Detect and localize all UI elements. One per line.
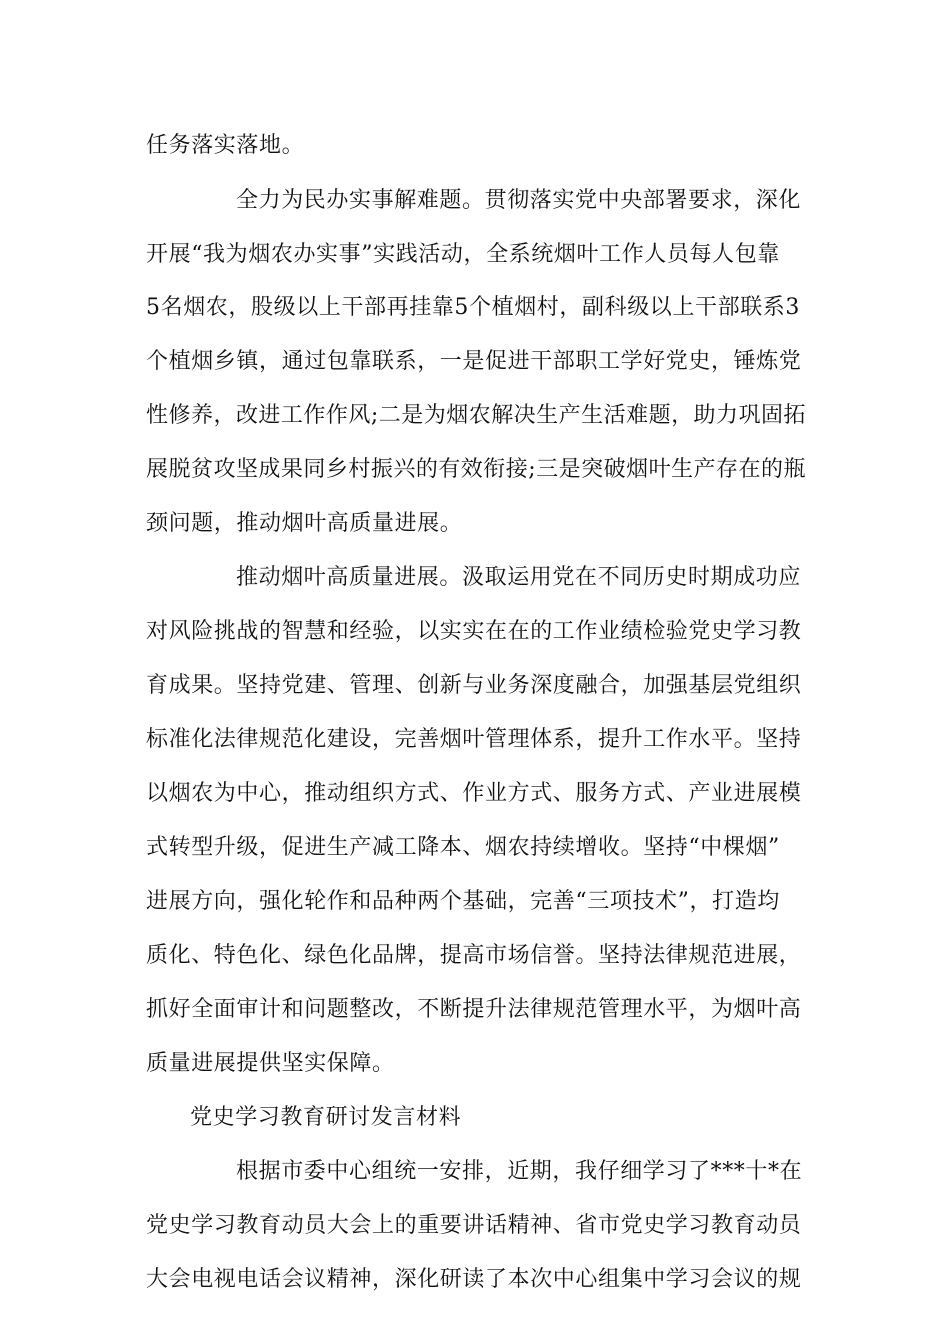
text-line: 抓好全面审计和问题整改，不断提升法律规范管理水平，为烟叶高 <box>146 997 802 1022</box>
text-line: 党史学习教育动员大会上的重要讲话精神、省市党史学习教育动员 <box>146 1213 802 1238</box>
text-line: 对风险挑战的智慧和经验，以实实在在的工作业绩检验党史学习教 <box>146 619 802 644</box>
text-line: 开展“我为烟农办实事”实践活动，全系统烟叶工作人员每人包靠 <box>146 242 780 267</box>
paragraph-first-line: 根据市委中心组统一安排，近期，我仔细学习了***十*在 <box>236 1159 803 1184</box>
text-line: 展脱贫攻坚成果同乡村振兴的有效衔接;三是突破烟叶生产存在的瓶 <box>146 457 806 482</box>
text-line: 式转型升级，促进生产减工降本、烟农持续增收。坚持“中棵烟” <box>146 835 780 860</box>
text-line: 进展方向，强化轮作和品种两个基础，完善“三项技术”，打造均 <box>146 889 780 914</box>
text-line: 大会电视电话会议精神，深化研读了本次中心组集中学习会议的规 <box>146 1267 802 1292</box>
text-line: 性修养，改进工作作风;二是为烟农解决生产生活难题，助力巩固拓 <box>146 403 806 428</box>
text-line: 颈问题，推动烟叶高质量进展。 <box>146 511 463 536</box>
paragraph-first-line: 全力为民办实事解难题。贯彻落实党中央部署要求，深化 <box>236 188 802 213</box>
text-line: 以烟农为中心，推动组织方式、作业方式、服务方式、产业进展模 <box>146 781 802 806</box>
text-line: 标准化法律规范化建设，完善烟叶管理体系，提升工作水平。坚持 <box>146 727 802 752</box>
text-line: 5名烟农，股级以上干部再挂靠5个植烟村，副科级以上干部联系3 <box>146 295 800 320</box>
text-line: 质量进展提供坚实保障。 <box>146 1051 395 1076</box>
section-heading: 党史学习教育研讨发言材料 <box>190 1105 462 1130</box>
text-line: 个植烟乡镇，通过包靠联系，一是促进干部职工学好党史，锤炼党 <box>146 349 802 374</box>
text-line: 任务落实落地。 <box>146 133 305 158</box>
text-line: 质化、特色化、绿色化品牌，提高市场信誉。坚持法律规范进展， <box>146 943 802 968</box>
text-line: 育成果。坚持党建、管理、创新与业务深度融合，加强基层党组织 <box>146 673 802 698</box>
paragraph-first-line: 推动烟叶高质量进展。汲取运用党在不同历史时期成功应 <box>236 565 802 590</box>
